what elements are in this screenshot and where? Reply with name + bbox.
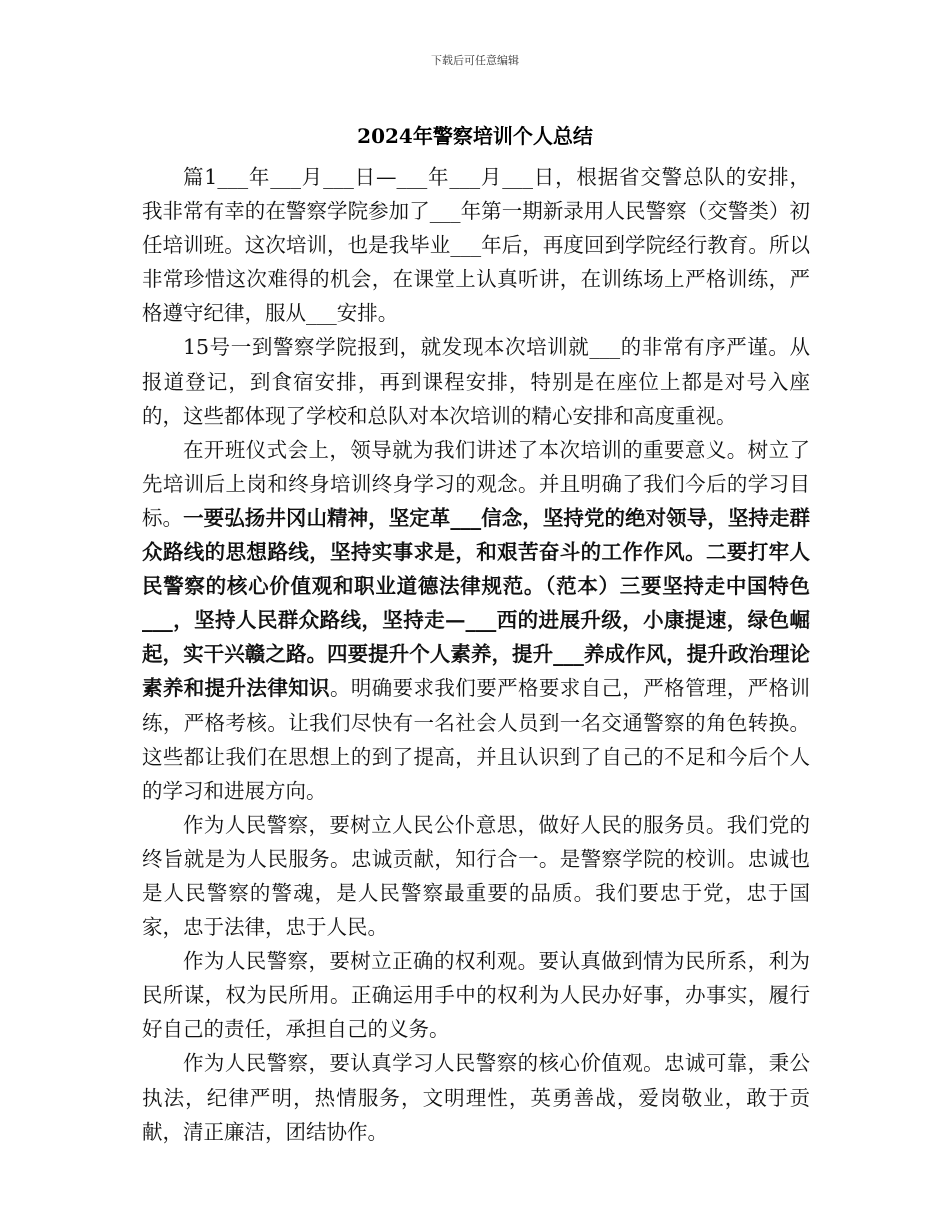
paragraph-3-conclusion: 。明确要求我们要严格要求自己，严格管理，严格训练，严格考核。让我们尽快有一名社会人员到一名交通警察的角色转换。这些都让我们在思想上的到了提高，并且认识到了自己的不足和今后个人的学习和进展方向。: [142, 676, 810, 803]
paragraph-2: 15号一到警察学院报到，就发现本次培训就___的非常有序严谨。从报道登记，到食宿安排，再到课程安排，特别是在座位上都是对号入座的，这些都体现了学校和总队对本次培训的精心安排和高度重视。: [142, 335, 810, 428]
paragraph-6: 作为人民警察，要认真学习人民警察的核心价值观。忠诚可靠，秉公执法，纪律严明，热情服务，文明理性，英勇善战，爱岗敬业，敢于贡献，清正廉洁，团结协作。: [142, 1051, 810, 1144]
document-body: [142, 160, 810, 1149]
paragraph-4: 作为人民警察，要树立人民公仆意思，做好人民的服务员。我们党的终旨就是为人民服务。忠诚贡献，知行合一。是警察学院的校训。忠诚也是人民警察的警魂，是人民警察最重要的品质。我们要忠于党，忠于国家，忠于法律，忠于人民。: [142, 812, 810, 940]
paragraph-1: 篇1___年___月___日—___年___月___日，根据省交警总队的安排，我非常有幸的在警察学院参加了___年第一期新录用人民警察（交警类）初任培训班。这次培训，也是我毕业___年后，再度回到学院经行教育。所以非常珍惜这次难得的机会，在课堂上认真听讲，在训练场上严格训练，严格遵守纪律，服从___安排。: [142, 165, 810, 326]
paragraph-3-goals-bold: 一要弘扬井冈山精神，坚定革___信念，坚持党的绝对领导，坚持走群众路线的思想路线，坚持实事求是，和艰苦奋斗的工作作风。二要打牢人民警察的核心价值观和职业道德法律规范。（范本）三要坚持走中国特色___，坚持人民群众路线，坚持走—___西的进展升级，小康提速，绿色崛起，实干兴赣之路。四要提升个人素养，提升___养成作风，提升政治理论素养和提升法律知识: [142, 505, 811, 701]
header-note: 下载后可任意编辑: [431, 54, 519, 67]
document-title: 2024年警察培训个人总结: [357, 124, 593, 148]
paragraph-5: 作为人民警察，要树立正确的权利观。要认真做到情为民所系，利为民所谋，权为民所用。正确运用手中的权利为人民办好事，办事实，履行好自己的责任，承担自己的义务。: [142, 949, 810, 1042]
paragraph-3-intro: 在开班仪式会上，领导就为我们讲述了本次培训的重要意义。树立了先培训后上岗和终身培训终身学习的观念。并且明确了我们今后的学习目标。: [142, 437, 810, 530]
paragraph-3: [142, 433, 810, 808]
